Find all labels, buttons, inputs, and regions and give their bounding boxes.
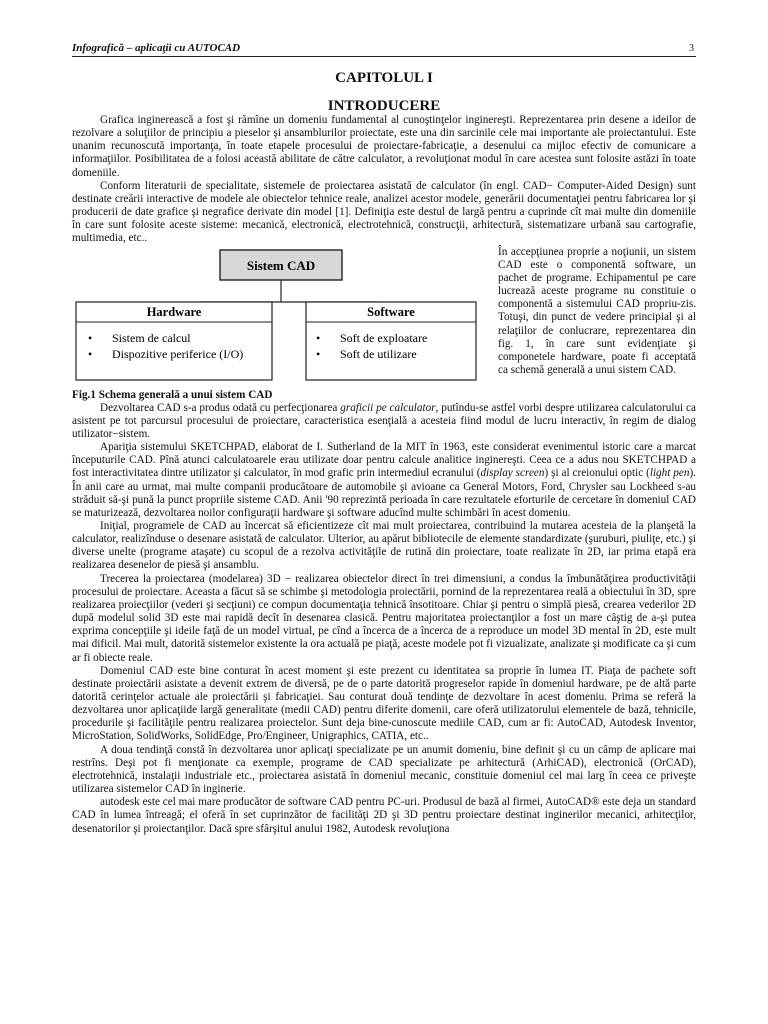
side-paragraph: În accepţiunea proprie a noţiunii, un sistem CAD este o componentă software, un pachet de programe. Echipamentul pe care lucrează aceste programe nu constituie o componentă a sistemului CAD propriu-zis. Totuşi, din punct de vedere principial şi al relaţiilor de conlucrare, reprezentarea din fig. 1, în care sunt evidenţiate şi componetele hardware, poate fi acceptată ca schemă generală a unui sistem CAD. xyxy=(498,245,696,376)
sistem-cad-label: Sistem CAD xyxy=(246,257,316,273)
paragraph-autodesk: autodesk este cel mai mare producător de software CAD pentru PC-uri. Produsul de bază al firmei, AutoCAD® este deja un standard CAD în lumea întreagă; el oferă în set cuprinzător de facilităţi 2D şi 3D pentru proiectare destinat inginerilor mecanici, arhitecţilor, desenatorilor şi proiectanţilor. Dacă spre sfârşitul anului 1982, Autodesk revoluţiona xyxy=(72,796,696,835)
chapter-heading: CAPITOLUL I xyxy=(335,70,433,86)
paragraph-domain: Domeniul CAD este bine conturat în acest moment şi este prezent cu identitatea sa proprie în lumea IT. Piaţa de pachete soft destinate proiectării asistate a devenit extrem de diversă, pe de o parte datorită progreselor rapide în domeniul hardware, pe de altă parte datorită cerinţelor actuale ale proiectării şi fabricaţiei. Sau conturat două tendinţe de dezvoltare în acest domeniu. Prima se referă la dezvoltarea unor aplicaţiide largă generalitate (medii CAD) pentru diferite domenii, care oferă utilizatorului elementele de bază, tehnicile, procedurile şi facilităţile pentru realizarea proiectelor. Sunt deja bine-cunoscute mediile CAD, cum ar fi: AutoCAD, Autodesk Inventor, MicroStation, SolidWorks, SolidEdge, Pro/Engineer, Unigraphics, CATIA, etc.. xyxy=(72,664,696,743)
software-title: Software xyxy=(367,304,415,319)
document-page xyxy=(72,38,696,836)
section-title: INTRODUCERE xyxy=(327,98,441,114)
paragraph-3d: Trecerea la proiectarea (modelarea) 3D − realizarea obiectelor direct în trei dimensiuni, a condus la îmbunătăţirea productivităţii procesului de proiectare. Aceasta a făcut să se schimbe şi metodologia proiectării, pornind de la reprezentarea reală a obiectului în 3D, spre realizarea proiecţiilor (vederi şi secţiuni) ce compun documentaţia tehnică însotitoare. Chiar şi pentru o simplă piesă, crearea vederilor 2D după modelul solid 3D este mai rapidă decît în desenarea clasică. Pentru majoritatea proiectanţilor a fost un mare câştig de a-şi putea exprima concepţiile şi ideile faţă de un model virtual, pe cînd a încerca de a încerca de a reproduce un model 3D mental în 2D, este mult mai dificil. Mai mult, datorită sistemelor existente la ora actuală pe piaţă, aceste modele pot fi vizualizate, analizate şi modificate ca şi cum ar fi obiecte reale. xyxy=(72,572,696,664)
hardware-item: Sistem de calcul xyxy=(112,330,191,345)
paragraph-initial: Iniţial, programele de CAD au încercat să eficientizeze cît mai mult proiectarea, contribuind la mutarea acesteia de la planşetă la calculator, realizînduse o desenare asistată de calculator. Ulterior, au apărut bibliotecile de elemente standardizate (şuruburi, piuliţe, etc.) şi diverse unelte (programe ataşate) cu scopul de a rezolva activităţile de rutină din proiectare, toate realizate în 2D, iar prima etapă era realizarea desenelor de piesă şi ansamblu. xyxy=(72,519,696,572)
software-item: Soft de utilizare xyxy=(340,346,417,361)
paragraph-1: Grafica inginerească a fost şi rămîne un domeniu fundamental al cunoştinţelor inginereşti. Reprezentarea prin desene a ideilor de rezolvare a soluţiilor de principiu a pieselor şi ansamblurilor proiectate, este una din sarcinile cele mai importante ale proiectantului. Este unanim recunoscută importanţa, în toate etapele procesului de proiectare-fabricaţie, a desenului ca mijloc efectiv de comunicare a informaţiilor. Posibilitatea de a folosi această abilitate de către calculator, a revoluţionat modul în care acestea sunt folosite astăzi în toate domeniile. xyxy=(72,114,696,179)
figure-block xyxy=(72,246,696,402)
software-item: Soft de exploatare xyxy=(340,330,428,345)
figure-side-text xyxy=(492,246,696,402)
hardware-title: Hardware xyxy=(146,304,202,319)
hardware-item: Dispozitive periferice (I/O) xyxy=(112,346,244,361)
running-header xyxy=(72,38,696,57)
software-bullet: • xyxy=(316,330,321,345)
paragraph-sketchpad: Apariţia sistemului SKETCHPAD, elaborat de I. Sutherland de la MIT în 1963, este considerat evenimentul istoric care a marcat începuturile CAD. Pînă atunci calculatoarele erau utilizate doar pentru calcule analitice inginereşti. Ceea ce a adus nou SKETCHPAD a fost interactivitatea dintre utilizator şi calculator, în mod grafic prin intermediul ecranului (display screen) şi al creionului optic (light pen). În anii care au urmat, mai multe companii producătoare de automobile şi avioane ca General Motors, Ford, Chrysler sau Lockheed s-au străduit să-şi pună la punct propriile sisteme CAD. Anii '90 reprezintă perioada în care rezultatele eforturile de cercetare în domeniul CAD se maturizează, dezvoltarea noilor configuraţii hardware şi software aducînd multe schimbări în acest domeniu. xyxy=(72,441,696,519)
hardware-bullet: • xyxy=(88,330,93,345)
figure-caption: Fig.1 Schema generală a unui sistem CAD xyxy=(72,388,273,401)
paragraph-2: Conform literaturii de specialitate, sistemele de proiectarea asistată de calculator (în engl. CAD− Computer-Aided Design) sunt destinate creării interactive de modele ale obiectelor tehnice reale, analizei acestor modele, generării documentaţiei pentru fabricarea lor şi producerii de date grafice şi negrafice derivate din model [1]. Definiţia este destul de largă pentru a cuprinde cît mai multe din domeniile în care sunt folosite aceste sisteme: mecanică, electronică, electrotehnică, construcţii, arhitectură, sistematizare urbană sau cartografie, multimedia, etc.. xyxy=(72,179,696,245)
paragraph-second-trend: A doua tendinţă constă în dezvoltarea unor aplicaţi specializate pe un anumit domeniu, bine definit şi cu un câmp de aplicare mai restrîns. Deşi pot fi menţionate ca exemple, programe de CAD specializate pe arhitectură (ArhiCAD), electronică (OrCAD), electrotehnică, instalaţii industriale etc., proiectarea asistată în domeniul mecanic, constituie domeniul cel mai larg în ceea ce priveşte utilizarea sistemelor CAD în inginerie. xyxy=(72,743,696,796)
header-title: Infografică – aplicaţii cu AUTOCAD xyxy=(72,42,241,54)
paragraph-cad-dev: Dezvoltarea CAD s-a produs odată cu perfecţionarea graficii pe calculator, putîndu-se astfel vorbi despre utilizarea calculatorului ca asistent pe tot parcursul procesului de proiectare, caracteristica esenţială a acesteia fiind modul de lucru interactiv, în regim de dialog utilizator−sistem. xyxy=(72,401,696,440)
figure-1 xyxy=(72,246,492,402)
page-number: 3 xyxy=(689,43,694,54)
cad-system-diagram xyxy=(72,246,492,388)
software-bullet: • xyxy=(316,346,321,361)
hardware-bullet: • xyxy=(88,346,93,361)
